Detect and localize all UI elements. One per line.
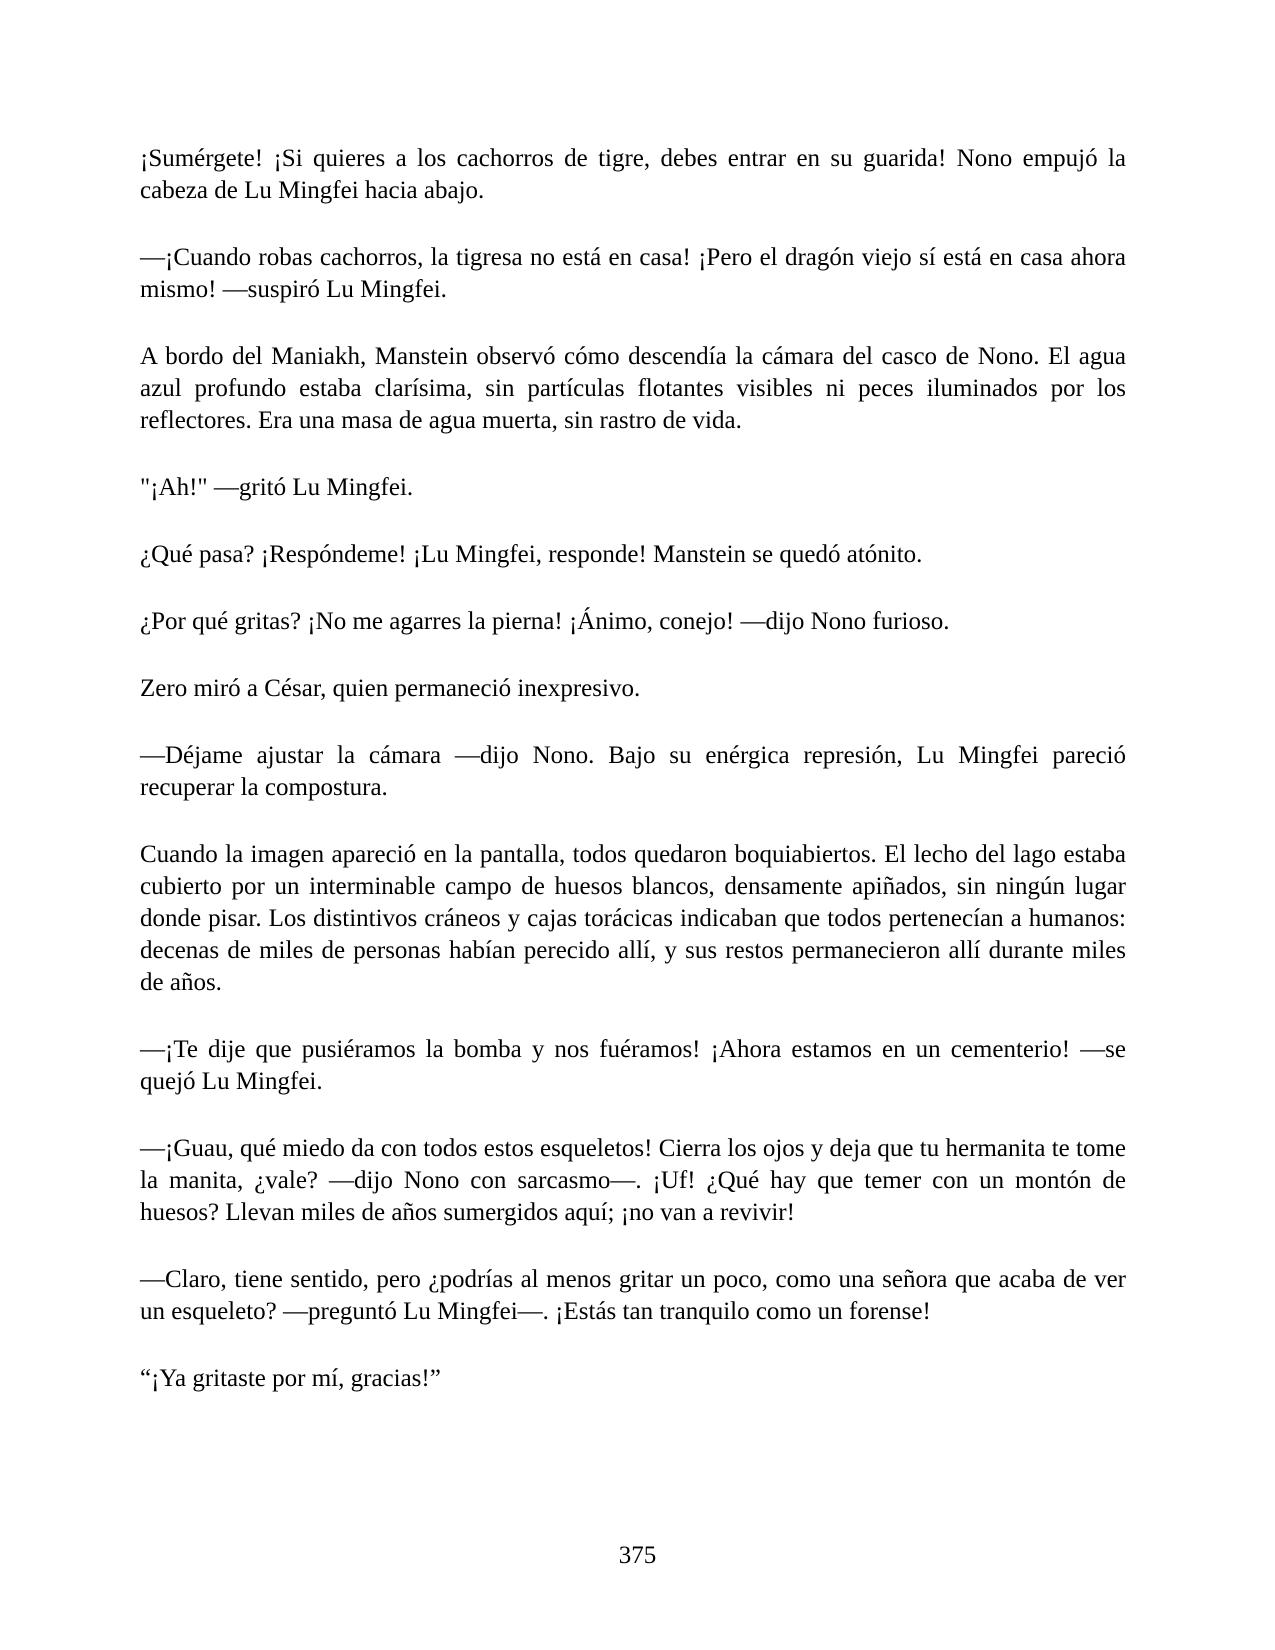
paragraph: ¿Por qué gritas? ¡No me agarres la pierna! ¡Ánimo, conejo! —dijo Nono furioso. [140,608,950,635]
paragraph: ¡Sumérgete! ¡Si quieres a los cachorros de tigre, debes entrar en su guarida! Nono empujó la cabeza de Lu Mingfei hacia abajo. [140,145,1126,204]
paragraph: "¡Ah!" —gritó Lu Mingfei. [140,474,414,501]
paragraph: “¡Ya gritaste por mí, gracias!” [140,1365,441,1392]
page-number: 375 [618,1542,657,1569]
paragraph: Cuando la imagen apareció en la pantalla, todos quedaron boquiabiertos. El lecho del lago estaba cubierto por un interminable campo de huesos blancos, densamente apiñados, sin ningún lugar donde pisar. Los distintivos cráneos y cajas torácicas indicaban que todos pertenecían a humanos: decenas de miles de personas habían perecido allí, y sus restos permanecieron allí durante miles de años. [140,841,1126,996]
paragraph: —¡Cuando robas cachorros, la tigresa no está en casa! ¡Pero el dragón viejo sí está en casa ahora mismo! —suspiró Lu Mingfei. [140,244,1126,303]
paragraph: —Claro, tiene sentido, pero ¿podrías al menos gritar un poco, como una señora que acaba de ver un esqueleto? —preguntó Lu Mingfei—. ¡Estás tan tranquilo como un forense! [140,1266,1126,1325]
paragraph: A bordo del Maniakh, Manstein observó cómo descendía la cámara del casco de Nono. El agua azul profundo estaba clarísima, sin partículas flotantes visibles ni peces iluminados por los reflectores. Era una masa de agua muerta, sin rastro de vida. [140,343,1126,434]
paragraph: —¡Guau, qué miedo da con todos estos esqueletos! Cierra los ojos y deja que tu hermanita te tome la manita, ¿vale? —dijo Nono con sarcasmo—. ¡Uf! ¿Qué hay que temer con un montón de huesos? Llevan miles de años sumergidos aquí; ¡no van a revivir! [140,1135,1126,1226]
paragraph: ¿Qué pasa? ¡Respóndeme! ¡Lu Mingfei, responde! Manstein se quedó atónito. [140,541,923,568]
paragraph: —¡Te dije que pusiéramos la bomba y nos fuéramos! ¡Ahora estamos en un cementerio! —se quejó Lu Mingfei. [140,1036,1126,1095]
page-body [140,143,1126,1430]
paragraph: —Déjame ajustar la cámara —dijo Nono. Bajo su enérgica represión, Lu Mingfei pareció recuperar la compostura. [140,742,1126,801]
paragraph: Zero miró a César, quien permaneció inexpresivo. [140,675,641,702]
